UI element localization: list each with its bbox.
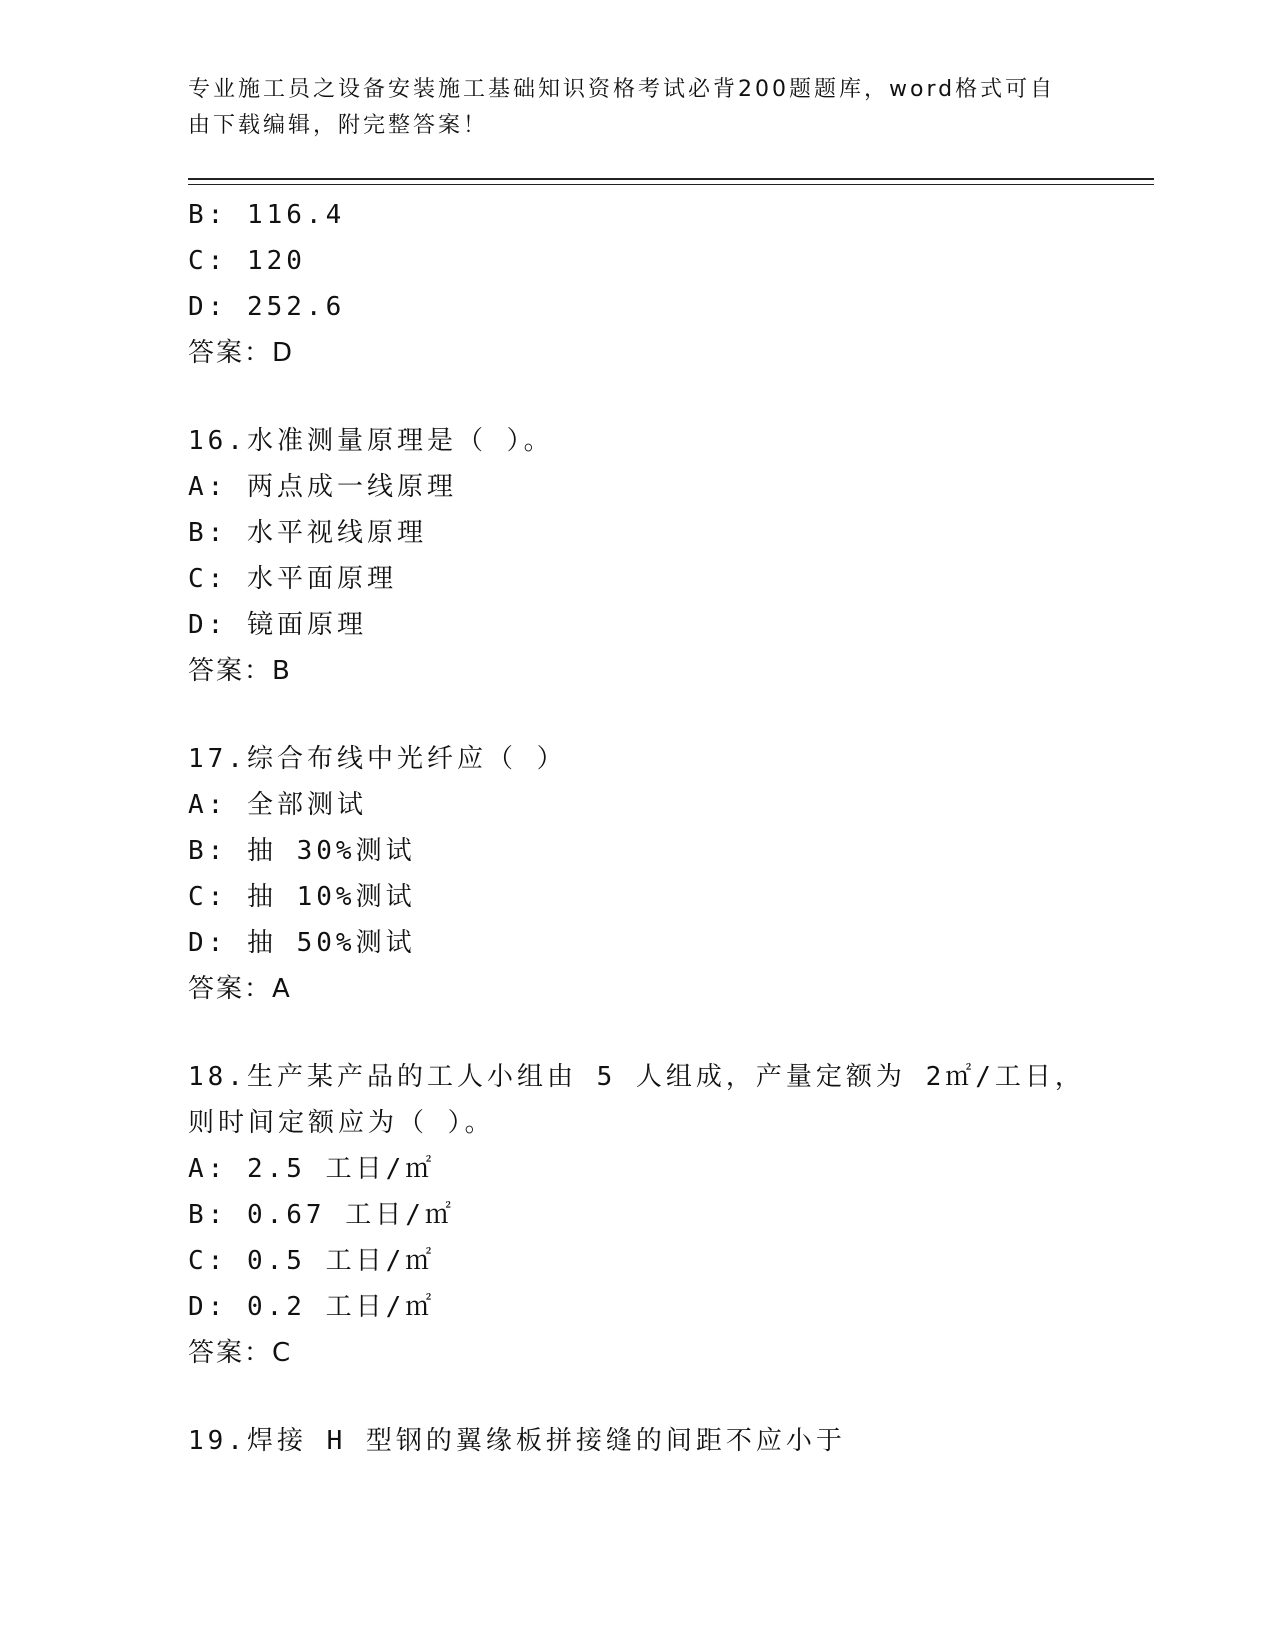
document-header: 专业施工员之设备安装施工基础知识资格考试必背200题题库，word格式可自由下载编辑，附完整答案！	[188, 77, 1056, 138]
option-d: D: 0.2 工日/㎡	[188, 1292, 436, 1322]
option-d: D: 抽 50%测试	[188, 928, 416, 958]
question-title: 18.生产某产品的工人小组由 5 人组成，产量定额为 2㎡/工日，则时间定额应为（ ）。	[188, 1062, 1085, 1138]
option-d: D: 镜面原理	[188, 610, 367, 640]
question-17	[188, 736, 1088, 1012]
answer-line: 答案：B	[188, 656, 292, 686]
answer-line: 答案：D	[188, 338, 295, 368]
option-b: B: 116.4	[188, 200, 346, 230]
question-content	[188, 192, 1088, 1464]
option-a: A: 两点成一线原理	[188, 472, 457, 502]
option-c: C: 水平面原理	[188, 564, 397, 594]
option-c: C: 120	[188, 246, 306, 276]
question-19	[188, 1418, 1088, 1464]
header-rule-thick	[188, 178, 1154, 180]
question-title: 19.焊接 H 型钢的翼缘板拼接缝的间距不应小于	[188, 1426, 846, 1456]
question-title: 17.综合布线中光纤应（ ）	[188, 744, 567, 774]
option-c: C: 0.5 工日/㎡	[188, 1246, 436, 1276]
answer-line: 答案：A	[188, 974, 292, 1004]
option-b: B: 0.67 工日/㎡	[188, 1200, 455, 1230]
option-a: A: 2.5 工日/㎡	[188, 1154, 436, 1184]
option-b: B: 水平视线原理	[188, 518, 427, 548]
question-16	[188, 418, 1088, 694]
question-18	[188, 1054, 1088, 1376]
option-c: C: 抽 10%测试	[188, 882, 416, 912]
prev-question-block	[188, 192, 1088, 376]
question-title: 16.水准测量原理是（ ）。	[188, 426, 554, 456]
answer-line: 答案：C	[188, 1338, 293, 1368]
option-d: D: 252.6	[188, 292, 346, 322]
option-b: B: 抽 30%测试	[188, 836, 416, 866]
option-a: A: 全部测试	[188, 790, 367, 820]
header-rule-thin	[188, 184, 1154, 185]
